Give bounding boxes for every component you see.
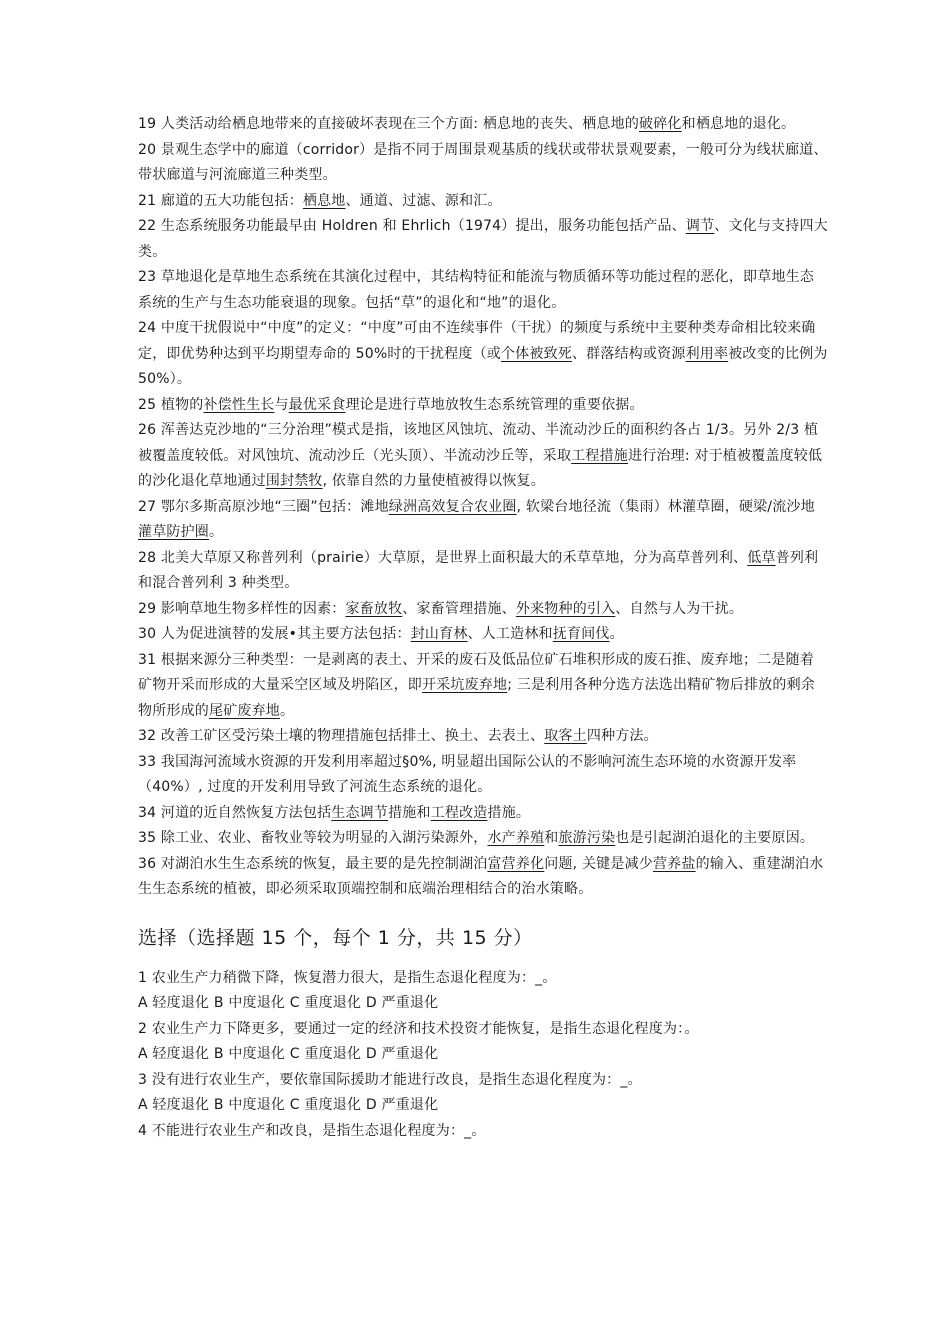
- question-text: 四种方法。: [586, 728, 658, 744]
- question-text: 32 改善工矿区受污染土壤的物理措施包括排土、换土、去表土、: [138, 728, 545, 744]
- section-heading: 选择（选择题 15 个，每个 1 分，共 15 分）: [138, 926, 533, 949]
- answer-text: 封山育林: [410, 626, 468, 642]
- fill-in-item-q23: [138, 265, 828, 316]
- question-text: 措施。: [487, 804, 531, 821]
- question-text: 31 根据来源分三种类型：一是剥离的表土、开采的废石及低品位矿石堆积形成的废石推、废弃地；二是随着矿物开采而形成的大量采空区域及坍陷区，即: [138, 651, 815, 693]
- answer-text: 尾矿废弃地: [209, 702, 280, 719]
- question-text: ; 三是利用各种分选方法选出精矿物后排放的剩余物所形成的: [138, 677, 815, 719]
- question-text: 、文化与支持四大类。: [138, 218, 828, 260]
- answer-text: 低草: [747, 549, 776, 566]
- fill-in-item-q27: [138, 495, 828, 546]
- fill-in-item-q31: [138, 648, 828, 725]
- answer-text: 旅游污染: [558, 830, 616, 846]
- fill-in-item-q34: [138, 801, 828, 827]
- answer-text: 取客土: [544, 728, 587, 744]
- answer-text: 外来物种的引入: [515, 600, 616, 617]
- fill-in-item-q33: [138, 750, 828, 801]
- question-text: 。: [209, 524, 224, 540]
- answer-text: 营养盐: [652, 855, 696, 872]
- question-text: 也是引起湖泊退化的主要原因。: [615, 830, 815, 846]
- question-text: 34 河道的近自然恢复方法包括: [138, 804, 332, 821]
- question-text: 19 人类活动给栖息地带来的直接破坏表现在三个方面: 栖息地的丧失、栖息地的: [138, 116, 640, 132]
- question-text: 进行治理: 对于植被覆盖度较低的沙化退化草地通过: [138, 447, 823, 489]
- question-text: , 依靠自然的力量使植被得以恢复。: [322, 473, 545, 489]
- question-text: 理论是进行草地放牧生态系统管理的重要依据。: [345, 396, 644, 413]
- answer-text: 抚育间伐: [552, 626, 610, 642]
- question-text: 20 景观生态学中的廊道（corridor）是指不同于周围景观基质的线状或带状景观要素，一般可分为线状廊道、带状廊道与河流廊道三种类型。: [138, 141, 828, 183]
- question-text: 和栖息地的退化。: [681, 116, 796, 132]
- fill-in-item-q19: [138, 112, 828, 138]
- answer-text: 灌草防护圈: [138, 524, 209, 540]
- question-text: 33 我国海河流域水资源的开发利用率超过§0%, 明显超出国际公认的不影响河流生态环境的水资源开发率（40%）, 过度的开发利用导致了河流生态系统的退化。: [138, 753, 797, 795]
- fill-in-item-q22: [138, 214, 828, 265]
- answer-text: 生态调节: [331, 804, 389, 821]
- answer-text: 补偿性生长: [203, 396, 275, 413]
- question-text: 21 廊道的五大功能包括：: [138, 192, 303, 209]
- choice-section: [138, 966, 828, 1145]
- question-text: 27 鄂尔多斯高原沙地“三圈”包括：滩地: [138, 498, 389, 515]
- question-text: 、家畜管理措施、: [402, 600, 516, 617]
- choice-question: 3 没有进行农业生产，要依靠国际援助才能进行改良，是指生态退化程度为：_。: [138, 1071, 642, 1088]
- question-text: 36 对湖泊水生生态系统的恢复，最主要的是先控制湖泊: [138, 855, 488, 872]
- question-text: 28 北美大草原又称普列利（prairie）大草原，是世界上面积最大的禾草草地，分为高草普列利、: [138, 549, 748, 566]
- fill-in-item-q32: [138, 724, 828, 750]
- question-text: 。: [280, 702, 295, 719]
- choice-question: 4 不能进行农业生产和改良，是指生态退化程度为：_。: [138, 1122, 486, 1139]
- fill-in-item-q26: [138, 418, 828, 495]
- question-text: 与: [274, 396, 289, 413]
- fill-in-item-q21: [138, 189, 828, 215]
- fill-in-item-q20: [138, 138, 828, 189]
- answer-text: 栖息地: [302, 192, 346, 209]
- fill-in-item-q28: [138, 546, 828, 597]
- question-text: 普列利和混合普列利 3 种类型。: [138, 549, 819, 591]
- fill-in-item-q24: [138, 316, 828, 393]
- answer-text: 利用率: [685, 345, 729, 362]
- question-text: 26 浑善达克沙地的“三分治理”模式是指，该地区风蚀坑、流动、半流动沙丘的面积约各占 1/3。另外 2/3 植被覆盖度较低。对风蚀坑、流动沙丘（光头顶）、半流动沙丘等，采取: [138, 422, 819, 464]
- choice-options: A 轻度退化 B 中度退化 C 重度退化 D 严重退化: [138, 995, 439, 1011]
- answer-text: 围封禁牧: [265, 473, 323, 489]
- question-text: 措施和: [388, 804, 431, 821]
- answer-text: 个体被致死: [500, 345, 572, 362]
- question-text: 和: [544, 830, 559, 846]
- answer-text: 开采坑废弃地: [422, 677, 508, 693]
- question-text: 、群落结构或资源: [571, 345, 686, 362]
- answer-text: 调节: [685, 218, 715, 234]
- question-text: 25 植物的: [138, 396, 204, 413]
- question-text: , 软梁台地径流（集雨）林灌草圈，硬梁/流沙地: [516, 498, 815, 515]
- question-text: 、通道、过滤、源和汇。: [345, 192, 502, 209]
- answer-text: 水产养殖: [487, 830, 545, 846]
- question-text: 24 中度干扰假说中“中度”的定义：“中度”可由不连续事件（干扰）的频度与系统中主要种类寿命相比较来确定，即优势种达到平均期望寿命的 50%时的干扰程度（或: [138, 320, 816, 362]
- question-text: 22 生态系统服务功能最早由 Holdren 和 Ehrlich（1974）提出，服务功能包括产品、: [138, 218, 686, 234]
- question-text: 35 除工业、农业、畜牧业等较为明显的入湖污染源外，: [138, 830, 488, 846]
- choice-question: 1 农业生产力稍微下降，恢复潜力很大，是指生态退化程度为：_。: [138, 969, 557, 986]
- question-text: 被改变的比例为 50%）。: [138, 345, 828, 387]
- question-text: 30 人为促进演替的发展•其主要方法包括：: [138, 626, 411, 642]
- question-text: 、自然与人为干扰。: [615, 600, 744, 617]
- choice-options: A 轻度退化 B 中度退化 C 重度退化 D 严重退化: [138, 1097, 439, 1113]
- answer-text: 家畜放牧: [345, 600, 403, 617]
- fill-in-item-q29: [138, 597, 828, 623]
- fill-in-item-q35: [138, 826, 828, 852]
- fill-in-item-q36: [138, 852, 828, 903]
- question-text: 的输入、重建湖泊水生生态系统的植被，即必须采取顶端控制和底端治理相结合的治水策略。: [138, 855, 824, 897]
- answer-text: 工程改造: [430, 804, 488, 821]
- answer-text: 工程措施: [571, 447, 629, 464]
- answer-text: 破碎化: [639, 116, 682, 132]
- fill-in-section: [138, 112, 828, 903]
- question-text: 。: [609, 626, 624, 642]
- answer-text: 绿洲高效复合农业圈: [388, 498, 517, 515]
- question-text: 、人工造林和: [467, 626, 553, 642]
- choice-options: A 轻度退化 B 中度退化 C 重度退化 D 严重退化: [138, 1046, 439, 1062]
- answer-text: 富营养化: [487, 855, 545, 872]
- answer-text: 最优采食: [288, 396, 346, 413]
- question-text: 23 草地退化是草地生态系统在其演化过程中，其结构特征和能流与物质循环等功能过程的恶化，即草地生态系统的生产与生态功能衰退的现象。包括“草”的退化和“地”的退化。: [138, 269, 815, 311]
- choice-question: 2 农业生产力下降更多，要通过一定的经济和技术投资才能恢复，是指生态退化程度为：。: [138, 1020, 699, 1037]
- fill-in-item-q30: [138, 622, 828, 648]
- fill-in-item-q25: [138, 393, 828, 419]
- document-body: [138, 112, 828, 1144]
- question-text: 问题, 关键是减少: [544, 855, 653, 872]
- question-text: 29 影响草地生物多样性的因素：: [138, 600, 346, 617]
